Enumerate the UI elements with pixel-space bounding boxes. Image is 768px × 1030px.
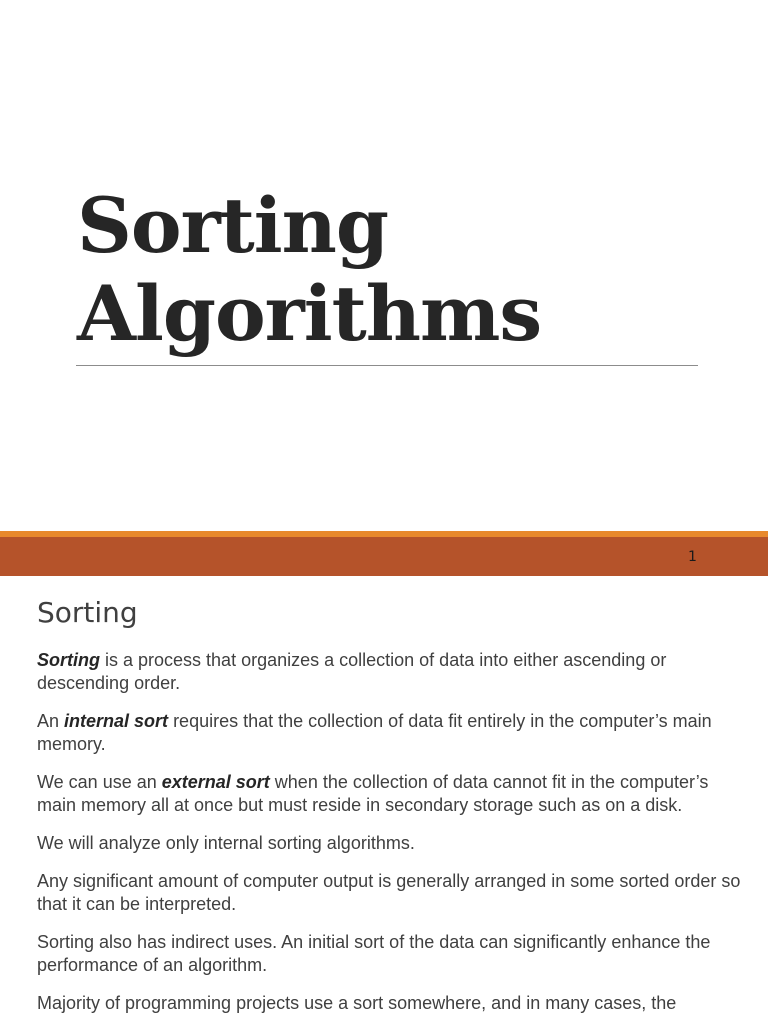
paragraph-programming-projects: Majority of programming projects use a sort somewhere, and in many cases, the bbox=[37, 993, 677, 1013]
footer-band bbox=[0, 537, 768, 576]
paragraph-text: We can use an bbox=[37, 772, 162, 792]
paragraph-sorting-definition bbox=[37, 649, 752, 695]
slide-title bbox=[77, 182, 717, 358]
term-internal-sort: internal sort bbox=[64, 711, 169, 731]
paragraph-sorted-output: Any significant amount of computer output is generally arranged in some sorted order so that it can be interpreted. bbox=[37, 871, 741, 914]
paragraph-internal-sort bbox=[37, 710, 752, 756]
slide-title-line-1: Sorting bbox=[77, 181, 388, 270]
content-body bbox=[37, 649, 752, 1030]
content-slide-title: Sorting bbox=[37, 596, 138, 629]
paragraph-internal-only: We will analyze only internal sorting algorithms. bbox=[37, 833, 415, 853]
term-sorting: Sorting bbox=[37, 650, 100, 670]
slide-title-line-2: Algorithms bbox=[77, 269, 542, 358]
term-external-sort: external sort bbox=[161, 772, 270, 792]
paragraph-text: when the collection of data cannot fit in the computer’s main memory all at once but must reside in secondary storage such as on a disk. bbox=[37, 772, 709, 815]
paragraph-text: is a process that organizes a collection of data into either ascending or descending order. bbox=[37, 650, 667, 693]
paragraph-text: An bbox=[37, 711, 65, 731]
content-slide bbox=[0, 576, 768, 1024]
page-number: 1 bbox=[688, 549, 697, 565]
paragraph-text: requires that the collection of data fit entirely in the computer’s main memory. bbox=[37, 711, 712, 754]
paragraph-external-sort bbox=[37, 771, 752, 817]
title-underline bbox=[76, 365, 698, 366]
paragraph-indirect-uses: Sorting also has indirect uses. An initial sort of the data can significantly enhance the performance of an algorithm. bbox=[37, 932, 711, 975]
